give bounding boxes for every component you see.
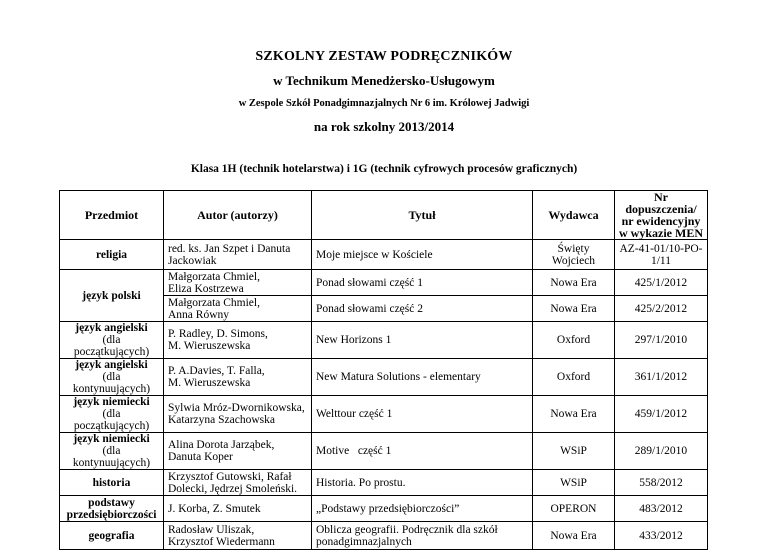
subject-note: (dla kontynuujących) bbox=[72, 445, 151, 469]
publisher-cell: Nowa Era bbox=[533, 522, 615, 550]
publisher-cell: Nowa Era bbox=[533, 270, 615, 296]
number-cell bbox=[615, 240, 708, 270]
author-line: P. A.Davies, T. Falla, bbox=[168, 365, 265, 377]
subject-line: język niemiecki bbox=[73, 433, 150, 445]
author-cell bbox=[164, 296, 312, 322]
number-cell: 483/2012 bbox=[615, 496, 708, 522]
author-cell bbox=[164, 522, 312, 550]
author-cell bbox=[164, 433, 312, 470]
table-row bbox=[60, 396, 708, 433]
publisher-cell bbox=[533, 240, 615, 270]
publisher-cell: Oxford bbox=[533, 359, 615, 396]
author-cell bbox=[164, 270, 312, 296]
publisher-cell: Nowa Era bbox=[533, 396, 615, 433]
subject-german-beginners bbox=[60, 396, 164, 433]
school-year: na rok szkolny 2013/2014 bbox=[313, 119, 455, 134]
number-cell: 558/2012 bbox=[615, 470, 708, 496]
publisher-line: Święty bbox=[557, 242, 590, 255]
title-cell: Historia. Po prostu. bbox=[312, 470, 533, 496]
number-cell: 425/1/2012 bbox=[615, 270, 708, 296]
subject-note: (dla początkujących) bbox=[73, 334, 150, 358]
header-number-line3: w wykazie MEN bbox=[619, 226, 703, 240]
table-row bbox=[60, 496, 708, 522]
title-line: Oblicza geografii. Podręcznik dla szkół bbox=[316, 523, 498, 536]
author-line: Jackowiak bbox=[168, 254, 217, 267]
title-cell: Moje miejsce w Kościele bbox=[312, 240, 533, 270]
subject-english-beginners bbox=[60, 322, 164, 359]
textbook-table bbox=[59, 190, 708, 550]
number-cell: 289/1/2010 bbox=[615, 433, 708, 470]
document-title: SZKOLNY ZESTAW PODRĘCZNIKÓW bbox=[255, 49, 513, 64]
header-publisher: Wydawca bbox=[533, 191, 615, 240]
table-row bbox=[60, 470, 708, 496]
number-cell: 297/1/2010 bbox=[615, 322, 708, 359]
publisher-cell: Oxford bbox=[533, 322, 615, 359]
subject-history: historia bbox=[60, 470, 164, 496]
subject-polski: język polski bbox=[60, 270, 164, 322]
author-line: Dolecki, Jędrzej Smoleński. bbox=[168, 482, 298, 495]
title-cell: „Podstawy przedsiębiorczości” bbox=[312, 496, 533, 522]
number-cell: 459/1/2012 bbox=[615, 396, 708, 433]
subject-line: język niemiecki bbox=[73, 396, 150, 408]
author-cell bbox=[164, 359, 312, 396]
number-line: 1/11 bbox=[650, 254, 672, 267]
author-line: Anna Równy bbox=[168, 308, 230, 321]
title-cell: New Matura Solutions - elementary bbox=[312, 359, 533, 396]
author-cell bbox=[164, 322, 312, 359]
table-header-row bbox=[60, 191, 708, 240]
subject-geography: geografia bbox=[60, 522, 164, 550]
subject-note: (dla początkujących) bbox=[73, 408, 150, 432]
author-line: M. Wieruszewska bbox=[168, 377, 251, 389]
publisher-cell: WSiP bbox=[533, 433, 615, 470]
author-cell: J. Korba, Z. Smutek bbox=[164, 496, 312, 522]
publisher-cell: WSiP bbox=[533, 470, 615, 496]
subject-line: język angielski bbox=[75, 322, 148, 334]
subject-line: przedsiębiorczości bbox=[66, 508, 157, 521]
table-row bbox=[60, 322, 708, 359]
table-row bbox=[60, 240, 708, 270]
number-cell: 433/2012 bbox=[615, 522, 708, 550]
author-line: Małgorzata Chmiel, bbox=[168, 270, 260, 283]
title-line: ponadgimnazjalnych bbox=[316, 535, 412, 548]
school-complex: w Zespole Szkół Ponadgimnazjalnych Nr 6 im. Królowej Jadwigi bbox=[238, 98, 530, 109]
number-cell: 361/1/2012 bbox=[615, 359, 708, 396]
subject-religia: religia bbox=[60, 240, 164, 270]
author-line: Sylwia Mróz-Dwornikowska, bbox=[168, 402, 305, 414]
subject-english-continuing bbox=[60, 359, 164, 396]
author-line: Alina Dorota Jarząbek, bbox=[168, 439, 275, 451]
author-line: P. Radley, D. Simons, bbox=[168, 328, 268, 340]
number-cell: 425/2/2012 bbox=[615, 296, 708, 322]
title-cell: New Horizons 1 bbox=[312, 322, 533, 359]
author-line: Danuta Koper bbox=[168, 451, 233, 463]
author-cell bbox=[164, 470, 312, 496]
author-line: Katarzyna Szachowska bbox=[168, 414, 275, 426]
title-cell bbox=[312, 522, 533, 550]
subject-german-continuing bbox=[60, 433, 164, 470]
author-cell bbox=[164, 240, 312, 270]
header-number-line2: nr ewidencyjny bbox=[621, 214, 701, 228]
author-line: red. ks. Jan Szpet i Danuta bbox=[168, 242, 291, 255]
header-number bbox=[615, 191, 708, 240]
title-cell: Motive część 1 bbox=[312, 433, 533, 470]
school-name: w Technikum Menedżersko-Usługowym bbox=[273, 73, 495, 88]
publisher-cell: OPERON bbox=[533, 496, 615, 522]
title-cell: Welttour część 1 bbox=[312, 396, 533, 433]
number-line: AZ-41-01/10-PO- bbox=[619, 242, 703, 255]
table-row bbox=[60, 270, 708, 296]
header-number-line1: Nr dopuszczenia/ bbox=[625, 190, 697, 216]
subject-entrepreneurship bbox=[60, 496, 164, 522]
class-info: Klasa 1H (technik hotelarstwa) i 1G (technik cyfrowych procesów graficznych) bbox=[190, 163, 578, 175]
header-title: Tytuł bbox=[312, 191, 533, 240]
subject-line: język angielski bbox=[75, 359, 148, 371]
publisher-line: Wojciech bbox=[551, 254, 596, 267]
title-cell: Ponad słowami część 1 bbox=[312, 270, 533, 296]
table-row bbox=[60, 433, 708, 470]
author-line: Małgorzata Chmiel, bbox=[168, 296, 260, 309]
header-subject: Przedmiot bbox=[60, 191, 164, 240]
subject-note: (dla kontynuujących) bbox=[72, 371, 151, 395]
table-row bbox=[60, 359, 708, 396]
table-row bbox=[60, 522, 708, 550]
header-author: Autor (autorzy) bbox=[164, 191, 312, 240]
author-line: Radosław Uliszak, bbox=[168, 523, 255, 536]
title-cell: Ponad słowami część 2 bbox=[312, 296, 533, 322]
author-line: M. Wieruszewska bbox=[168, 340, 251, 352]
subject-line: podstawy bbox=[88, 496, 135, 509]
author-cell bbox=[164, 396, 312, 433]
publisher-cell: Nowa Era bbox=[533, 296, 615, 322]
author-line: Krzysztof Gutowski, Rafał bbox=[168, 470, 292, 483]
author-line: Krzysztof Wiedermann bbox=[168, 535, 275, 548]
author-line: Eliza Kostrzewa bbox=[168, 282, 244, 295]
